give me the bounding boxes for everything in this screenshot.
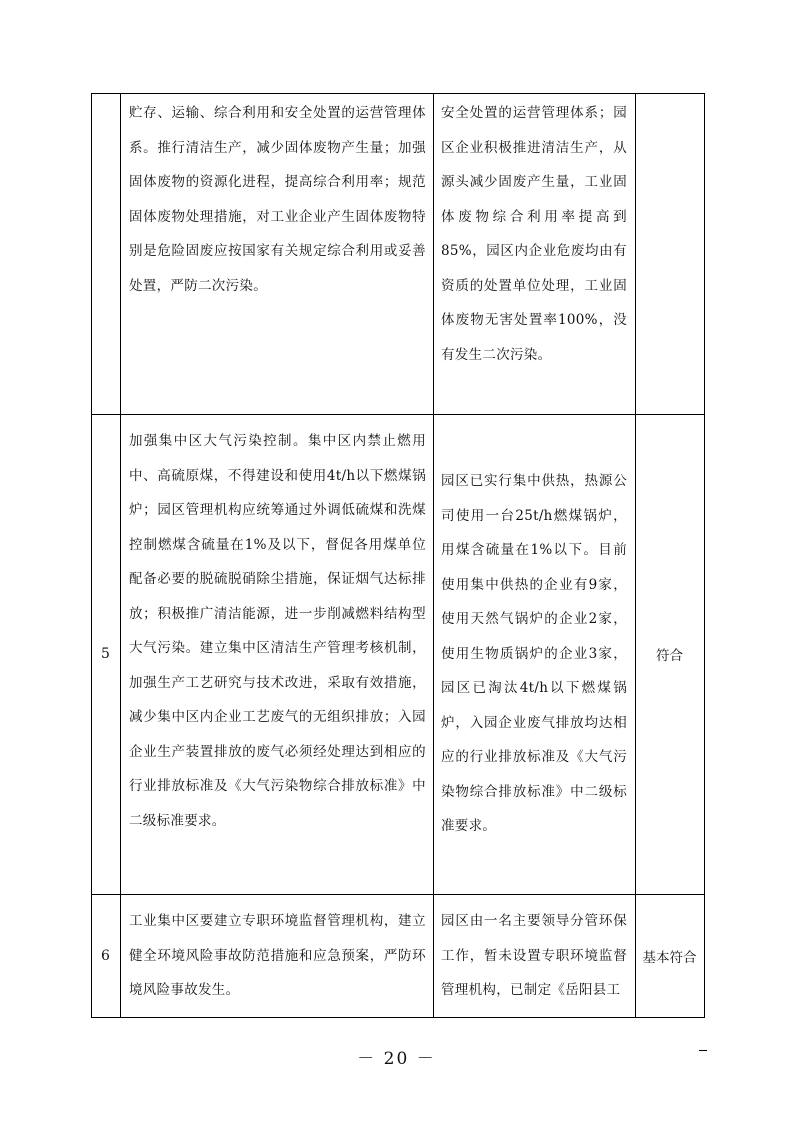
table-cell-requirement: 贮存、运输、综合利用和安全处置的运营管理体系。推行清洁生产，减少固体废物产生量；加强固体废物的资源化进程，提高综合利用率；规范固体废物处理措施，对工业企业产生固体废物特别是危险固废应按国家有关规定综合利用或妥善处置，严防二次污染。 <box>129 105 426 294</box>
table-cell-number: 5 <box>101 646 110 662</box>
table-cell-requirement: 加强集中区大气污染控制。集中区内禁止燃用中、高硫原煤，不得建设和使用4t/h以下燃煤锅炉；园区管理机构应统筹通过外调低硫煤和洗煤控制燃煤含硫量在1%及以下，督促各用煤单位配备必要的脱硫脱硝除尘措施，保证烟气达标排放；积极推广清洁能源，进一步削减燃料结构型大气污染。建立集中区清洁生产管理考核机制，加强生产工艺研究与技术改进，采取有效措施，减少集中区内企业工艺废气的无组织排放；入园企业生产装置排放的废气必须经处理达到相应的行业排放标准及《大气污染物综合排放标准》中二级标准要求。 <box>129 433 426 829</box>
corner-mark <box>699 1050 707 1051</box>
table-border-bottom <box>91 1017 705 1018</box>
column-divider <box>433 93 434 1018</box>
table-cell-result: 符合 <box>656 648 683 664</box>
table-border-top <box>91 93 705 94</box>
table-cell-number: 6 <box>101 947 110 964</box>
row-divider <box>91 894 705 895</box>
table-cell-status: 园区由一名主要领导分管环保工作，暂未设置专职环境监督管理机构，已制定《岳阳县工 <box>441 913 627 998</box>
table-cell-number <box>91 93 120 414</box>
table-cell-status: 安全处置的运营管理体系；园区企业积极推进清洁生产，从源头减少固废产生量，工业固体废物综合利用率提高到85%，园区内企业危废均由有资质的处置单位处理，工业固体废物无害处置率100%，没有发生二次污染。 <box>441 105 627 363</box>
table-cell-status: 园区已实行集中供热，热源公司使用一台25t/h燃煤锅炉，用煤含硫量在1%以下。目前使用集中供热的企业有9家，使用天然气锅炉的企业2家，使用生物质锅炉的企业3家，园区已淘汰4t/h以下燃煤锅炉，入园企业废气排放均达相应的行业排放标准及《大气污染物综合排放标准》中二级标准要求。 <box>441 473 627 834</box>
table-cell-result: 基本符合 <box>642 949 697 966</box>
row-divider <box>91 414 705 415</box>
compliance-table <box>91 93 705 1018</box>
table-border-right <box>704 93 705 1018</box>
table-cell-result <box>635 93 704 414</box>
column-divider <box>120 93 121 1018</box>
page-number: － 20 － <box>357 1049 436 1069</box>
table-cell-requirement: 工业集中区要建立专职环境监督管理机构，建立健全环境风险事故防范措施和应急预案，严防环境风险事故发生。 <box>129 913 426 998</box>
